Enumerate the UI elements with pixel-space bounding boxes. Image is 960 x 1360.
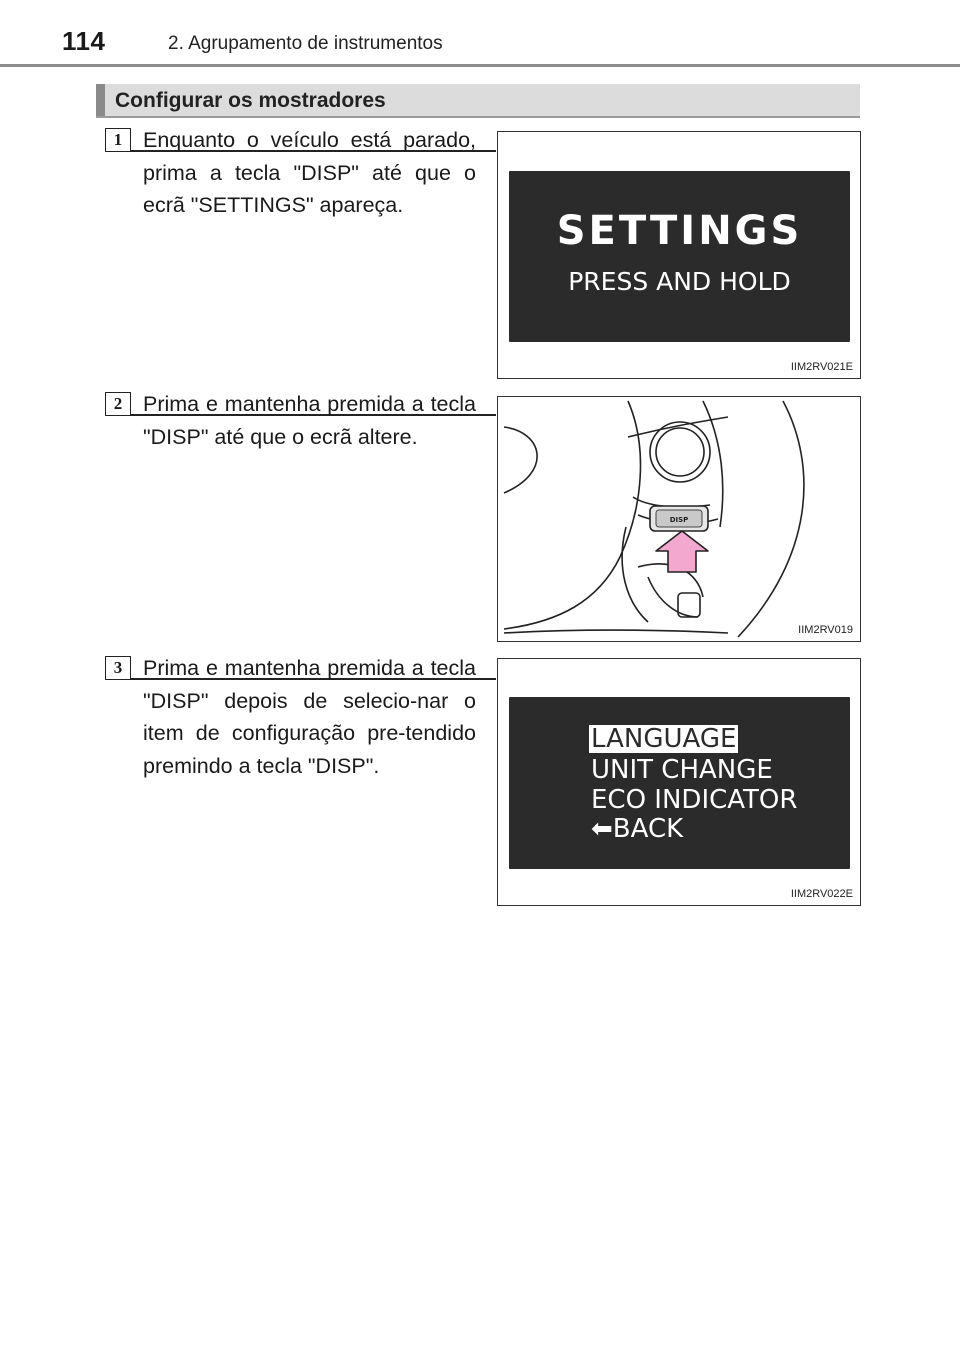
figure-settings-screen	[497, 131, 861, 379]
section-title: Configurar os mostradores	[115, 89, 386, 112]
step-2-text: Prima e mantenha premida a tecla "DISP" até que o ecrã altere.	[143, 392, 476, 449]
page-number: 114	[62, 26, 106, 56]
figure-code: IIM2RV022E	[790, 888, 853, 900]
figure-code: IIM2RV021E	[790, 361, 853, 373]
step-1-text: Enquanto o veículo está parado, prima a tecla "DISP" até que o ecrã "SETTINGS" apareça.	[143, 128, 476, 217]
figure-settings-menu	[497, 658, 861, 906]
figure-code: IIM2RV019	[798, 624, 853, 636]
press-arrow-icon	[656, 531, 708, 572]
menu-item-back-label: BACK	[612, 814, 684, 844]
screen-title: SETTINGS	[556, 208, 803, 254]
screen-subtitle: PRESS AND HOLD	[568, 267, 791, 296]
menu-item-unit-change: UNIT CHANGE	[591, 755, 773, 785]
menu-item-eco-indicator: ECO INDICATOR	[591, 785, 798, 815]
step-2-badge: 2	[105, 392, 131, 416]
step-1-badge: 1	[105, 128, 131, 152]
chapter-title: 2. Agrupamento de instrumentos	[168, 33, 443, 54]
disp-button-label: DISP	[669, 516, 689, 524]
section-header	[96, 84, 860, 118]
back-arrow-icon: ⬅	[591, 814, 613, 844]
display-screen	[509, 697, 850, 869]
steering-wheel-illustration	[498, 397, 859, 640]
figure-steering-wheel	[497, 396, 861, 642]
header-rule	[0, 64, 960, 67]
step-3-text: Prima e mantenha premida a tecla "DISP" depois de selecio-nar o item de configuração pre-tendido premindo a tecla "DISP".	[143, 656, 476, 778]
menu-item-language: LANGUAGE	[591, 724, 737, 754]
menu-item-back	[591, 814, 683, 844]
step-3-badge: 3	[105, 656, 131, 680]
display-screen	[509, 171, 850, 342]
